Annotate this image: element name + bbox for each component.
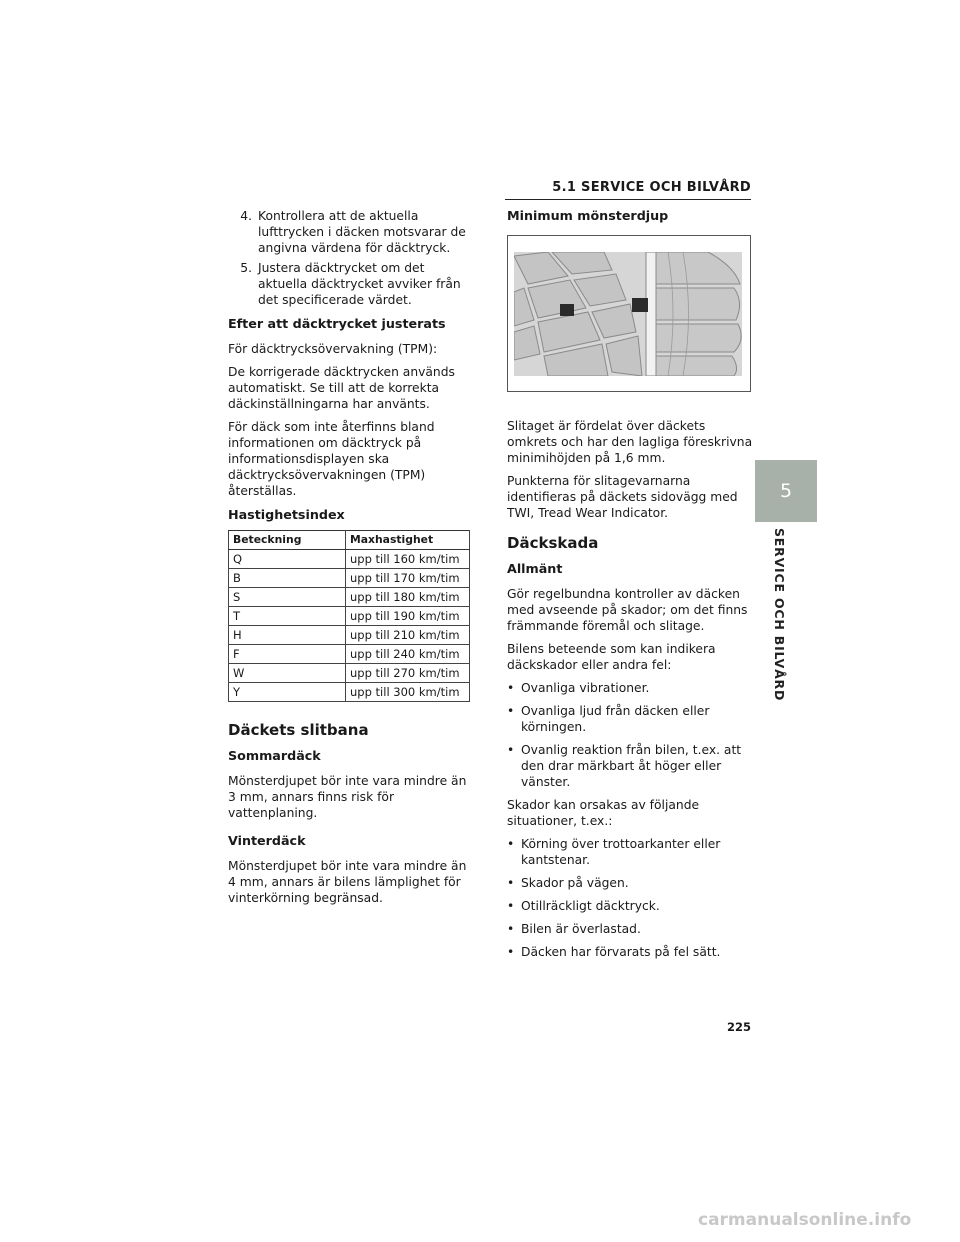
table-cell: H bbox=[229, 626, 346, 645]
table-cell: W bbox=[229, 664, 346, 683]
table-row bbox=[229, 683, 470, 702]
paragraph: För däcktrycksövervakning (TPM): bbox=[228, 342, 438, 356]
header-rule bbox=[505, 199, 751, 200]
speed-index-table bbox=[228, 530, 470, 702]
table-row bbox=[229, 569, 470, 588]
winter-heading: Vinterdäck bbox=[228, 833, 306, 848]
table-cell: B bbox=[229, 569, 346, 588]
column-header: Maxhastighet bbox=[346, 531, 470, 550]
wear-indicator-mark bbox=[560, 304, 574, 316]
list-item: • Däcken har förvarats på fel sätt. bbox=[507, 945, 721, 959]
column-header: Beteckning bbox=[229, 531, 346, 550]
paragraph: Mönsterdjupet bör inte vara mindre än 4 mm, annars är bilens lämplighet för vinterkörning begränsad. bbox=[228, 859, 467, 905]
table-cell: Y bbox=[229, 683, 346, 702]
step-5 bbox=[228, 260, 476, 308]
paragraph: Gör regelbundna kontroller av däcken med avseende på skador; om det finns främmande föremål och slitage. bbox=[507, 587, 748, 633]
bullet-icon: • bbox=[507, 876, 515, 890]
paragraph: De korrigerade däcktrycken används automatiskt. Se till att de korrekta däckinställningarna har använts. bbox=[228, 365, 455, 411]
step-text: Justera däcktrycket om det aktuella däcktrycket avviker från det specificerade värdet. bbox=[258, 261, 461, 307]
table-cell: F bbox=[229, 645, 346, 664]
tread-wear-figure bbox=[507, 235, 751, 392]
wear-indicator-mark bbox=[632, 298, 648, 312]
table-cell: upp till 270 km/tim bbox=[346, 664, 470, 683]
bullet-icon: • bbox=[507, 837, 515, 851]
table-row bbox=[229, 664, 470, 683]
step-text: Kontrollera att de aktuella lufttrycken i däcken motsvarar de angivna värdena för däcktryck. bbox=[258, 209, 466, 255]
paragraph: Mönsterdjupet bör inte vara mindre än 3 mm, annars finns risk för vattenplaning. bbox=[228, 774, 467, 820]
min-tread-heading: Minimum mönsterdjup bbox=[507, 208, 669, 223]
paragraph: För däck som inte återfinns bland informationen om däcktryck på informationsdisplayen ska däcktrycksövervakningen (TPM) återställas. bbox=[228, 420, 435, 498]
paragraph: Skador kan orsakas av följande situationer, t.ex.: bbox=[507, 798, 700, 828]
paragraph: Slitaget är fördelat över däckets omkrets och har den lagliga föreskrivna minimihöjden på 1,6 mm. bbox=[507, 419, 753, 465]
chapter-label: SERVICE OCH BILVÅRD bbox=[772, 528, 787, 702]
general-heading: Allmänt bbox=[507, 561, 563, 576]
watermark: carmanualsonline.info bbox=[698, 1210, 912, 1230]
table-cell: upp till 160 km/tim bbox=[346, 550, 470, 569]
damage-heading: Däckskada bbox=[507, 534, 599, 552]
table-cell: upp till 190 km/tim bbox=[346, 607, 470, 626]
table-cell: upp till 180 km/tim bbox=[346, 588, 470, 607]
table-row bbox=[229, 550, 470, 569]
table-row bbox=[229, 626, 470, 645]
bullet-icon: • bbox=[507, 681, 515, 695]
step-4 bbox=[228, 208, 476, 256]
bullet-icon: • bbox=[507, 743, 515, 757]
speed-index-heading: Hastighetsindex bbox=[228, 507, 345, 522]
after-adjust-heading: Efter att däcktrycket justerats bbox=[228, 316, 446, 331]
list-item: • Otillräckligt däcktryck. bbox=[507, 899, 660, 913]
tread-heading: Däckets slitbana bbox=[228, 721, 369, 739]
step-number: 5. bbox=[240, 261, 252, 275]
chapter-number: 5 bbox=[779, 480, 793, 502]
step-number: 4. bbox=[240, 209, 252, 223]
table-cell: T bbox=[229, 607, 346, 626]
table-header-row bbox=[229, 531, 470, 550]
paragraph: Bilens beteende som kan indikera däckskador eller andra fel: bbox=[507, 642, 716, 672]
list-item: • Körning över trottoarkanter eller kantstenar. bbox=[507, 837, 721, 867]
tire-tread-illustration bbox=[508, 236, 750, 391]
bullet-icon: • bbox=[507, 899, 515, 913]
list-item: • Bilen är överlastad. bbox=[507, 922, 641, 936]
table-cell: upp till 210 km/tim bbox=[346, 626, 470, 645]
table-cell: upp till 240 km/tim bbox=[346, 645, 470, 664]
table-cell: upp till 300 km/tim bbox=[346, 683, 470, 702]
table-row bbox=[229, 607, 470, 626]
list-item: • Skador på vägen. bbox=[507, 876, 629, 890]
page-number: 225 bbox=[726, 1020, 751, 1034]
table-cell: Q bbox=[229, 550, 346, 569]
chapter-tab bbox=[755, 460, 817, 522]
paragraph: Punkterna för slitagevarnarna identifieras på däckets sidovägg med TWI, Tread Wear Indicator. bbox=[507, 474, 738, 520]
table-cell: S bbox=[229, 588, 346, 607]
bullet-icon: • bbox=[507, 945, 515, 959]
table-row bbox=[229, 645, 470, 664]
table-cell: upp till 170 km/tim bbox=[346, 569, 470, 588]
list-item: • Ovanlig reaktion från bilen, t.ex. att den drar märkbart åt höger eller vänster. bbox=[507, 743, 742, 789]
bullet-icon: • bbox=[507, 704, 515, 718]
table-row bbox=[229, 588, 470, 607]
left-column bbox=[228, 208, 476, 913]
summer-heading: Sommardäck bbox=[228, 748, 321, 763]
list-item: • Ovanliga vibrationer. bbox=[507, 681, 650, 695]
bullet-icon: • bbox=[507, 922, 515, 936]
section-header: 5.1 SERVICE OCH BILVÅRD bbox=[552, 180, 751, 195]
list-item: • Ovanliga ljud från däcken eller körningen. bbox=[507, 704, 710, 734]
